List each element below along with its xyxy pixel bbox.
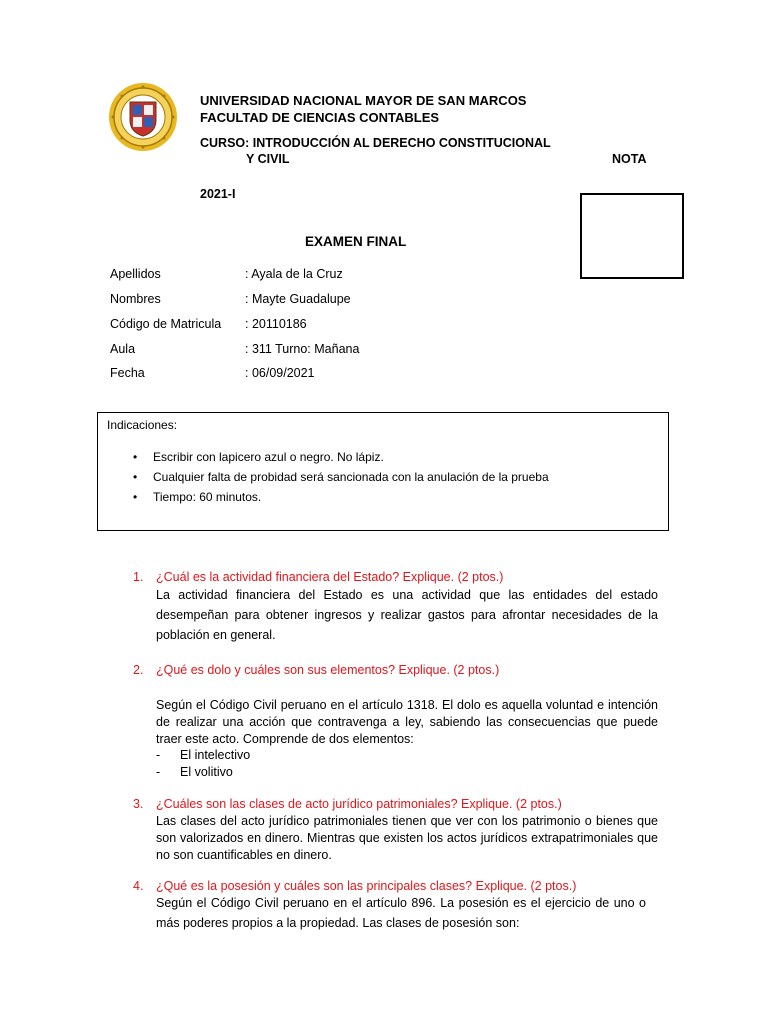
nota-label: NOTA [612, 152, 647, 166]
university-seal-logo [108, 82, 178, 152]
student-label-surname: Apellidos [110, 267, 161, 281]
question-text: ¿Qué es dolo y cuáles son sus elementos? Explique. (2 ptos.) [156, 663, 500, 677]
question-number: 4. [133, 879, 144, 893]
question-text: ¿Qué es la posesión y cuáles son las principales clases? Explique. (2 ptos.) [156, 879, 577, 893]
element-item: El intelectivo [180, 748, 251, 762]
student-value-surname: : Ayala de la Cruz [245, 267, 343, 281]
student-label-code: Código de Matricula [110, 317, 222, 331]
bullet-icon: • [133, 470, 138, 484]
course-name-line2: Y CIVIL [246, 152, 290, 166]
indication-item: Tiempo: 60 minutos. [153, 490, 262, 504]
element-item: El volitivo [180, 765, 233, 779]
answer-text: La actividad financiera del Estado es una actividad que las entidades del estado desempeñan para obtener ingresos y realizar gastos para afrontar necesidades de la población en general. [156, 588, 658, 642]
student-value-date: : 06/09/2021 [245, 366, 315, 380]
indication-item: Cualquier falta de probidad será sancionada con la anulación de la prueba [153, 470, 549, 484]
indication-item: Escribir con lapicero azul o negro. No lápiz. [153, 450, 384, 464]
question-number: 2. [133, 663, 144, 677]
question-text: ¿Cuál es la actividad financiera del Estado? Explique. (2 ptos.) [156, 570, 504, 584]
grade-box [580, 193, 684, 279]
student-label-date: Fecha [110, 366, 145, 380]
answer-text: Según el Código Civil peruano en el artículo 896. La posesión es el ejercicio de uno o más poderes propios a la propiedad. Las clases de posesión son: [156, 896, 646, 930]
exam-title: EXAMEN FINAL [305, 234, 407, 249]
question-number: 1. [133, 570, 144, 584]
dash-marker: - [156, 748, 161, 762]
university-name: UNIVERSIDAD NACIONAL MAYOR DE SAN MARCOS [200, 93, 527, 108]
student-value-names: : Mayte Guadalupe [245, 292, 351, 306]
course-name-line1: CURSO: INTRODUCCIÓN AL DERECHO CONSTITUCIONAL [200, 136, 551, 150]
academic-period: 2021-I [200, 187, 236, 201]
answer-text: Según el Código Civil peruano en el artículo 1318. El dolo es aquella voluntad e intención de realizar una acción que contravenga a ley, sabiendo las consecuencias que puede traer este acto. Comprende de dos elementos: [156, 698, 658, 746]
answer-text: Las clases del acto jurídico patrimoniales tienen que ver con los patrimonio o bienes que son valorizados en dinero. Mientras que existen los actos jurídicos extrapatrimoniales que no son cuantificables en dinero. [156, 814, 658, 862]
student-value-code: : 20110186 [245, 317, 307, 331]
faculty-name: FACULTAD DE CIENCIAS CONTABLES [200, 110, 440, 125]
student-value-room: : 311 Turno: Mañana [245, 342, 360, 356]
student-label-room: Aula [110, 342, 136, 356]
bullet-icon: • [133, 490, 138, 504]
dash-marker: - [156, 765, 161, 779]
student-label-names: Nombres [110, 292, 161, 306]
question-number: 3. [133, 797, 144, 811]
question-text: ¿Cuáles son las clases de acto jurídico patrimoniales? Explique. (2 ptos.) [156, 797, 562, 811]
bullet-icon: • [133, 450, 138, 464]
indications-title: Indicaciones: [107, 418, 178, 432]
